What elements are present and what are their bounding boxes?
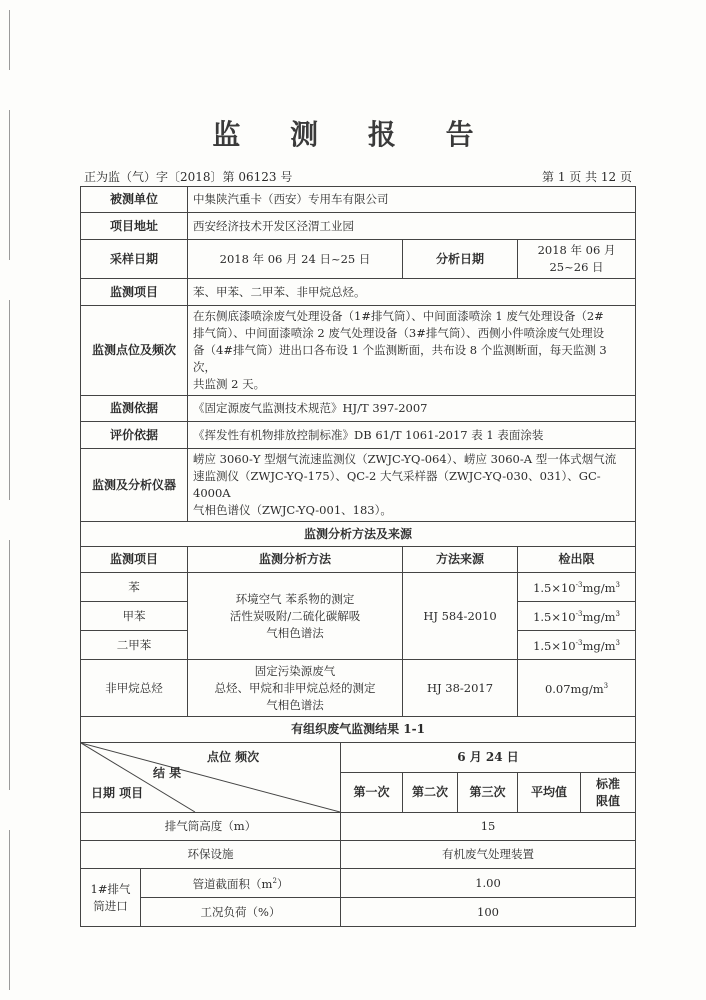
outlet-line: 1#排气 [90,881,131,896]
points-line: 备（4#排气筒）进出口各布设 1 个监测断面，共布设 8 个监测断面，每天监测 3 次， [193,343,607,374]
col-third: 第三次 [458,773,518,813]
points-label: 监测点位及频次 [81,306,188,396]
corner-date-label: 日期 项目 [91,786,144,800]
results-section-title: 有组织废气监测结果 1-1 [81,717,636,743]
facility-value: 有机废气处理装置 [341,841,636,869]
nmhc-method [188,660,403,717]
points-line: 共监测 2 天。 [193,377,266,391]
btx-source: HJ 584-2010 [403,573,518,660]
btx-method-line: 气相色谱法 [266,625,324,640]
items-value: 苯、甲苯、二甲苯、非甲烷总烃。 [188,279,636,306]
col-second: 第二次 [403,773,458,813]
std-line: 标准 [596,776,621,791]
methods-header-limit: 检出限 [518,547,636,573]
report-number: 正为监（气）字〔2018〕第 06123 号 [84,170,293,184]
area-value: 1.00 [341,869,636,898]
results-corner-cell [81,743,341,813]
client-value: 中集陕汽重卡（西安）专用车有限公司 [188,187,636,213]
benzene-item: 苯 [81,573,188,602]
methods-header-source: 方法来源 [403,547,518,573]
evaluation-label: 评价依据 [81,422,188,449]
page-info: 第 1 页 共 12 页 [542,170,632,184]
report-title: 监 测 报 告 [212,118,494,151]
results-date: 6 月 24 日 [341,743,636,773]
instruments-value [188,449,636,522]
stack-height-label: 排气筒高度（m） [81,813,341,841]
instruments-line: 速监测仪（ZWJC-YQ-175）、QC-2 大气采样器（ZWJC-YQ-030、031）、GC-4000A [193,469,601,500]
corner-points-label: 点位 频次 [207,750,260,764]
col-first: 第一次 [341,773,403,813]
btx-method [188,573,403,660]
points-line: 在东侧底漆喷涂废气处理设备（1#排气筒）、中间面漆喷涂 1 废气处理设备（2# [193,309,604,323]
report-table [80,186,636,927]
nmhc-method-line: 总烃、甲烷和非甲烷总烃的测定 [214,680,376,695]
methods-header-method: 监测分析方法 [188,547,403,573]
stack-height-value: 15 [341,813,636,841]
col-standard-limit [581,773,636,813]
nmhc-method-line: 气相色谱法 [266,697,324,712]
nmhc-item: 非甲烷总烃 [81,660,188,717]
area-label: 管道截面积$(m^2)$ [141,869,341,898]
nmhc-method-line: 固定污染源废气 [254,663,336,678]
toluene-item: 甲苯 [81,602,188,631]
btx-method-line: 活性炭吸附/二硫化碳解吸 [229,608,361,623]
sampling-date-label: 采样日期 [81,240,188,279]
points-line: 排气筒）、中间面漆喷涂 2 废气处理设备（3#排气筒）、西侧小件喷涂废气处理设 [193,326,605,340]
outlet-line: 筒进口 [93,898,128,913]
nmhc-source: HJ 38-2017 [403,660,518,717]
analysis-date-label: 分析日期 [403,240,518,279]
address-label: 项目地址 [81,213,188,240]
xylene-item: 二甲苯 [81,631,188,660]
instruments-line: 气相色谱仪（ZWJC-YQ-001、183）。 [193,503,392,517]
col-average: 平均值 [518,773,581,813]
sampling-date-value: 2018 年 06 月 24 日~25 日 [188,240,403,279]
load-label: 工况负荷（%） [141,898,341,927]
evaluation-value: 《挥发性有机物排放控制标准》DB 61/T 1061-2017 表 1 表面涂装 [188,422,636,449]
methods-section-title: 监测分析方法及来源 [81,522,636,547]
outlet-label [81,869,141,927]
instruments-label: 监测及分析仪器 [81,449,188,522]
benzene-limit: $1.5\times 10^{-3}mg/m^3$ [518,573,636,602]
corner-result-label: 结 果 [153,766,182,780]
toluene-limit: $1.5\times 10^{-3}mg/m^3$ [518,602,636,631]
btx-method-line: 环境空气 苯系物的测定 [235,591,355,606]
load-value: 100 [341,898,636,927]
points-value [188,306,636,396]
methods-header-item: 监测项目 [81,547,188,573]
basis-value: 《固定源废气监测技术规范》HJ/T 397-2007 [188,396,636,422]
facility-label: 环保设施 [81,841,341,869]
address-value: 西安经济技术开发区泾渭工业园 [188,213,636,240]
items-label: 监测项目 [81,279,188,306]
analysis-date-value: 2018 年 06 月 25~26 日 [518,240,636,279]
xylene-limit: $1.5\times 10^{-3}mg/m^3$ [518,631,636,660]
std-line: 限值 [596,793,621,808]
basis-label: 监测依据 [81,396,188,422]
instruments-line: 崂应 3060-Y 型烟气流速监测仪（ZWJC-YQ-064）、崂应 3060-A 型一体式烟气流 [193,452,617,466]
client-label: 被测单位 [81,187,188,213]
nmhc-limit: $0.07mg/m^3$ [518,660,636,717]
